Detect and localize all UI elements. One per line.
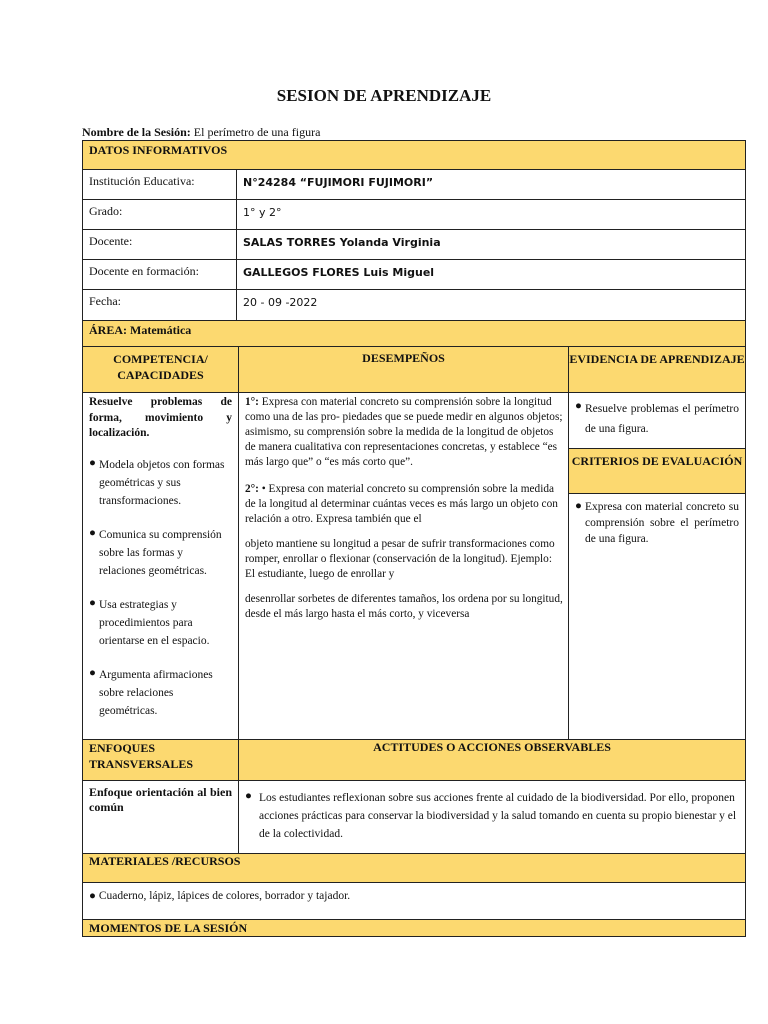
bullet-icon: ● — [245, 790, 252, 802]
competencia-header: COMPETENCIA/ CAPACIDADES — [113, 352, 208, 382]
criterios-cell — [575, 499, 739, 547]
datos-header-text: DATOS INFORMATIVOS — [89, 143, 228, 157]
competencia-title: Resuelve problemas de forma, movimiento y localización. — [89, 396, 232, 439]
bullet-icon: ● — [89, 596, 96, 609]
datos-label: Docente: — [89, 234, 133, 248]
materiales-text: Cuaderno, lápiz, lápices de colores, borrador y tajador. — [98, 890, 351, 902]
desempeno-2-cont: objeto mantiene su longitud a pesar de sufrir transformaciones como romper, enrollar o flexionar (conservación de la longitud). Ejemplo: El estudiante, luego de enrollar y — [245, 538, 555, 580]
capacidad-item: ● Argumenta afirmaciones sobre relaciones geométricas. — [89, 666, 232, 720]
desempeno-2-cont2: desenrollar sorbetes de diferentes tamaños, los ordena por su longitud, desde el más largo hasta el más corto, y viceversa — [245, 593, 563, 620]
bullet-icon: ● — [89, 526, 96, 539]
datos-value: 20 - 09 -2022 — [236, 290, 745, 320]
desempeno-1: 1°: Expresa con material concreto su comprensión sobre la longitud como una de las pro- piedades que se puede medir en algunos objetos; asimismo, su comprensión sobre la medida de la longitud de objetos de manera cualitativa con representaciones concretas, y establece “es más largo que” o “es más corto que”. — [245, 396, 563, 468]
area-row — [82, 320, 746, 347]
area-text: ÁREA: Matemática — [89, 323, 192, 337]
datos-row-docente-formacion — [82, 259, 746, 290]
materiales-row — [82, 882, 746, 920]
desempenos-header: DESEMPEÑOS — [238, 347, 568, 393]
momentos-header-row — [82, 919, 746, 937]
bullet-icon: ● — [89, 456, 96, 469]
criterios-header: CRITERIOS DE EVALUACIÓN — [569, 448, 745, 494]
actitud-cell — [238, 781, 745, 853]
capacidad-item: ● Usa estrategias y procedimientos para orientarse en el espacio. — [89, 596, 232, 650]
session-name — [82, 125, 320, 140]
bullet-icon: ● — [575, 400, 582, 412]
datos-row-institucion — [82, 169, 746, 200]
capacidad-item: ● Comunica su comprensión sobre las formas y relaciones geométricas. — [89, 526, 232, 580]
actitudes-header: ACTITUDES O ACCIONES OBSERVABLES — [238, 740, 745, 780]
capacidad-item: ● Modela objetos con formas geométricas y sus transformaciones. — [89, 456, 232, 510]
criterios-text: Expresa con material concreto su comprensión sobre el perímetro de una figura. — [585, 501, 739, 545]
competencias-block — [82, 346, 746, 740]
enfoques-row — [82, 780, 746, 854]
evidencia-header: EVIDENCIA DE APRENDIZAJE — [569, 347, 745, 393]
datos-label: Docente en formación: — [89, 264, 199, 278]
momentos-header: MOMENTOS DE LA SESIÓN — [89, 921, 248, 935]
competencia-cell — [89, 395, 232, 740]
document-title: SESION DE APRENDIZAJE — [276, 86, 492, 105]
session-name-label: Nombre de la Sesión: — [82, 125, 191, 139]
desempenos-cell — [245, 395, 563, 740]
datos-row-docente — [82, 229, 746, 260]
datos-label: Fecha: — [89, 294, 121, 308]
datos-row-fecha — [82, 289, 746, 321]
col-divider-2 — [568, 347, 569, 740]
evidencia-text: Resuelve problemas el perímetro de una figura. — [585, 403, 739, 435]
session-name-value: El perímetro de una figura — [193, 125, 321, 139]
enfoques-header-row — [82, 739, 746, 781]
actitud-text: Los estudiantes reflexionan sobre sus acciones frente al cuidado de la biodiversidad. Por ello, proponen acciones prácticas para conservar la biodiversidad y la salud tomando en cuenta su propio bienestar y el de la colectividad. — [259, 792, 737, 840]
enfoque-text: Enfoque orientación al bien común — [89, 785, 232, 814]
datos-label: Grado: — [89, 204, 123, 218]
bullet-icon: ● — [89, 666, 96, 679]
materiales-header-row — [82, 853, 746, 883]
datos-value: N°24284 “FUJIMORI FUJIMORI” — [236, 170, 745, 199]
materiales-cell — [83, 883, 745, 905]
enfoques-header: ENFOQUES TRANSVERSALES — [89, 741, 194, 771]
bullet-icon: ● — [575, 500, 582, 512]
datos-value: 1° y 2° — [236, 200, 745, 229]
datos-informativos-header — [82, 140, 746, 170]
datos-label: Institución Educativa: — [89, 174, 195, 188]
desempeno-2: 2°: • Expresa con material concreto su comprensión sobre la medida de la longitud al determinar cuántas veces es más largo un objeto con relación a otro. Expresa también que el — [245, 483, 558, 525]
datos-row-grado — [82, 199, 746, 230]
col-divider-1 — [238, 347, 239, 740]
materiales-header: MATERIALES /RECURSOS — [89, 854, 241, 868]
datos-value: GALLEGOS FLORES Luis Miguel — [236, 260, 745, 289]
evidencia-cell — [575, 399, 739, 447]
datos-value: SALAS TORRES Yolanda Virginia — [236, 230, 745, 259]
bullet-icon: ● — [89, 890, 96, 902]
